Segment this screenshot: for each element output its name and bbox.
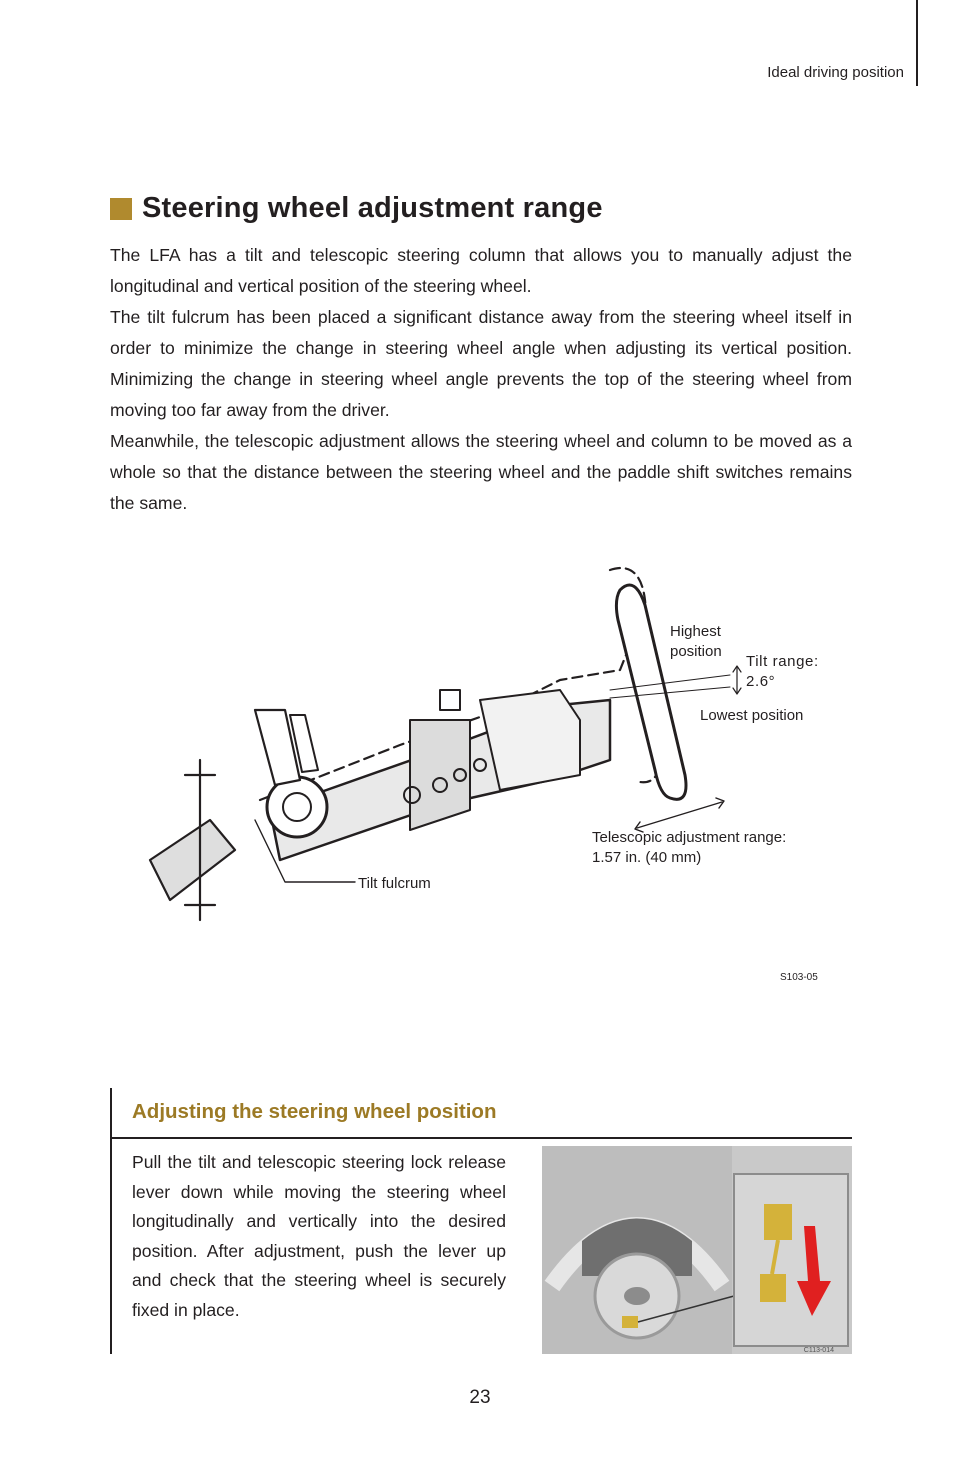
heading-square-icon: [110, 198, 132, 220]
paragraph-1: The LFA has a tilt and telescopic steering column that allows you to manually adjust the longitudinal and vertical position of the steering wheel.: [110, 245, 852, 296]
box-left-rule: [110, 1088, 112, 1354]
photo-code: C113-014: [803, 1347, 834, 1354]
tilt-range-label: Tilt range: 2.6°: [746, 653, 819, 690]
figure-code: S103-05: [780, 972, 818, 983]
paragraph-3: Meanwhile, the telescopic adjustment allows the steering wheel and column to be moved as a whole so that the distance between the steering wheel and the paddle shift switches remains the same.: [110, 431, 852, 513]
steering-lever-illustration: [542, 1146, 852, 1354]
section-title: Steering wheel adjustment range: [142, 192, 603, 224]
section-heading: [110, 192, 603, 225]
page-number: 23: [469, 1387, 491, 1408]
lowest-position-label: Lowest position: [700, 707, 804, 724]
running-head: Ideal driving position: [767, 64, 904, 81]
steering-lever-photo: [542, 1146, 852, 1354]
box-title-rule: [110, 1137, 852, 1139]
paragraph-2: The tilt fulcrum has been placed a significant distance away from the steering wheel itself in order to minimize the change in steering wheel angle when adjusting its vertical position. Minimizing the change in steering wheel angle prevents the top of the steering wheel from moving too far away from the driver.: [110, 307, 852, 420]
highest-position-label: Highest position: [670, 623, 722, 660]
steering-column-diagram: [140, 560, 820, 990]
box-text: Pull the tilt and telescopic steering lock release lever down while moving the steering wheel longitudinally and vertically into the desired position. After adjustment, push the lever up and check that the steering wheel is securely fixed in place.: [132, 1152, 506, 1320]
tilt-fulcrum-label: Tilt fulcrum: [358, 875, 431, 892]
header-vertical-rule: [916, 0, 918, 86]
box-title: Adjusting the steering wheel position: [132, 1100, 497, 1123]
body-text: [110, 240, 852, 519]
telescopic-range-label: Telescopic adjustment range: 1.57 in. (40 mm): [592, 829, 787, 866]
info-box: [110, 1088, 852, 1354]
